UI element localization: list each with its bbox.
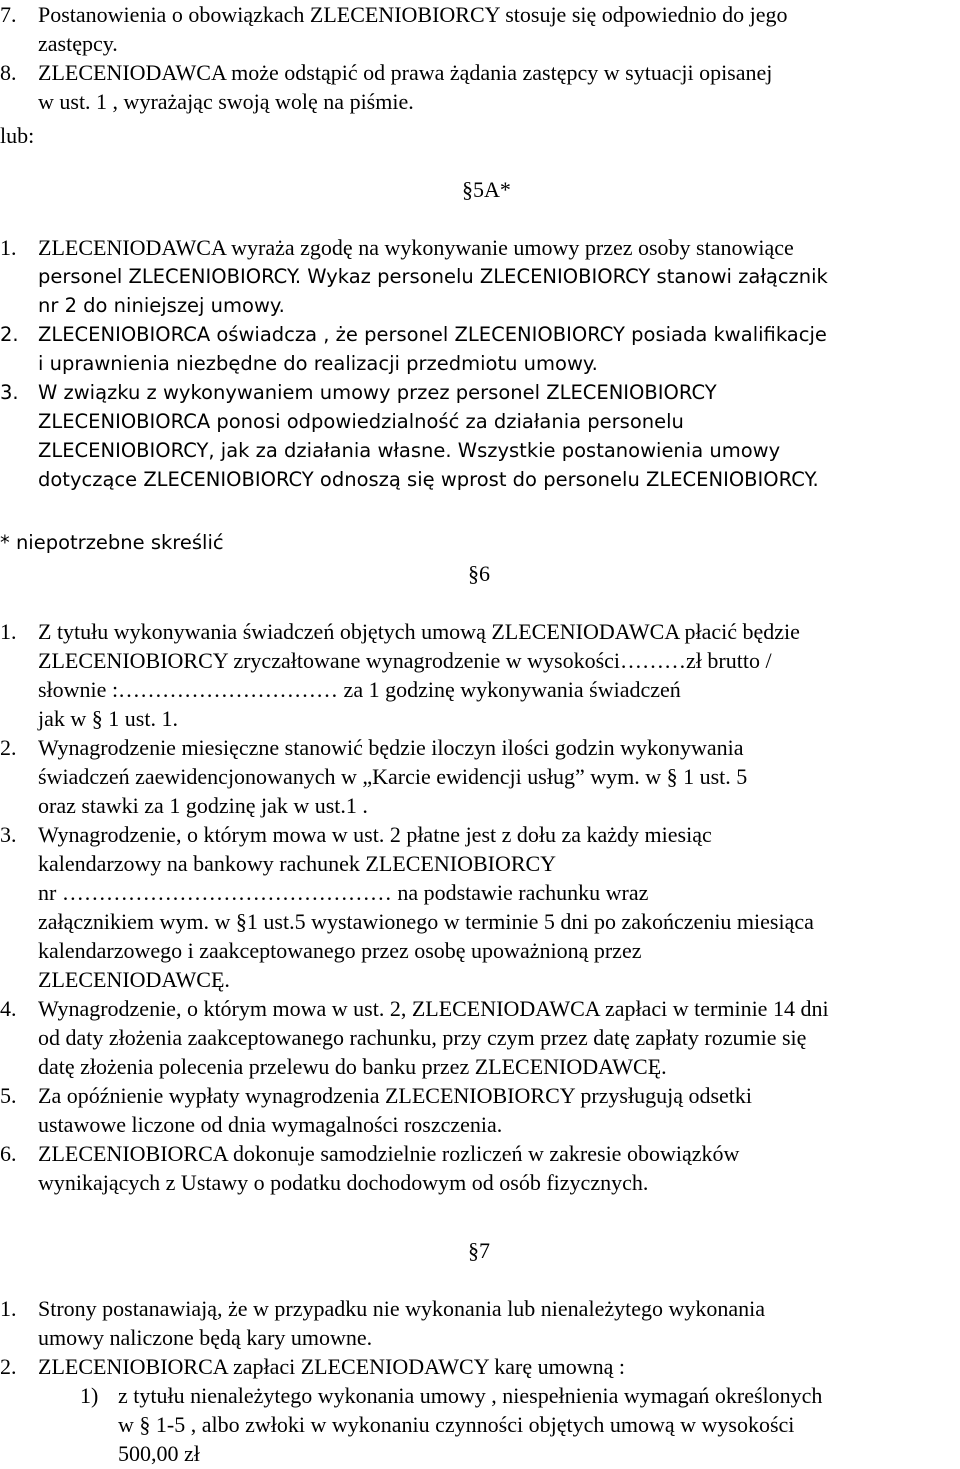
list-line: umowy naliczone będą kary umowne. <box>38 1325 373 1350</box>
list-line: świadczeń zaewidencjonowanych w „Karcie ewidencji usług” wym. w § 1 ust. 5 <box>38 764 748 789</box>
list-line: Wynagrodzenie, o którym mowa w ust. 2, ZLECENIODAWCA zapłaci w terminie 14 dni <box>38 996 829 1021</box>
list-number: 1. <box>0 619 17 644</box>
list-item-7-2 <box>0 1352 958 1381</box>
list-item-7-1 <box>0 1294 958 1352</box>
list-number: 1. <box>0 235 17 260</box>
list-line: w § 1-5 , albo zwłoki w wykonaniu czynności objętych umową w wysokości <box>118 1412 795 1437</box>
section-6-list <box>0 617 958 1197</box>
section-7-heading: §7 <box>468 1238 490 1263</box>
list-number: 2. <box>0 323 19 346</box>
list-item-5a-2 <box>0 320 958 378</box>
list-line: ustawowe liczone od dnia wymagalności roszczenia. <box>38 1112 503 1137</box>
list-line: wynikających z Ustawy o podatku dochodowym od osób fizycznych. <box>38 1170 649 1195</box>
list-item-6-4 <box>0 994 958 1081</box>
list-line: nr 2 do niniejszej umowy. <box>38 294 285 317</box>
list-line: od daty złożenia zaakceptowanego rachunku, przy czym przez datę zapłaty rozumie się <box>38 1025 807 1050</box>
list-line: Z tytułu wykonywania świadczeń objętych umową ZLECENIODAWCA płacić będzie <box>38 619 800 644</box>
list-line: kalendarzowego i zaakceptowanego przez osobę upoważnioną przez <box>38 938 642 963</box>
lub-label: lub: <box>0 123 35 148</box>
list-line: ZLECENIODAWCA może odstąpić od prawa żądania zastępcy w sytuacji opisanej <box>38 60 773 85</box>
list-line: ZLECENIOBIORCA zapłaci ZLECENIODAWCY karę umowną : <box>38 1354 626 1379</box>
section-5a-list <box>0 233 958 494</box>
list-line: ZLECENIOBIORCY zryczałtowane wynagrodzenie w wysokości………zł brutto / <box>38 648 772 673</box>
list-number: 8. <box>0 60 17 85</box>
list-item-6-1 <box>0 617 958 733</box>
list-number: 1. <box>0 1296 17 1321</box>
list-line: słownie :………………………… za 1 godzinę wykonywania świadczeń <box>38 677 681 702</box>
list-line: Wynagrodzenie miesięczne stanowić będzie iloczyn ilości godzin wykonywania <box>38 735 744 760</box>
sub-list-number: 1) <box>80 1383 99 1408</box>
list-line: ZLECENIOBIORCA oświadcza , że personel ZLECENIOBIORCY posiada kwalifikacje <box>38 323 827 346</box>
list-line: Wynagrodzenie, o którym mowa w ust. 2 płatne jest z dołu za każdy miesiąc <box>38 822 712 847</box>
list-line: dotyczące ZLECENIOBIORCY odnoszą się wprost do personelu ZLECENIOBIORCY. <box>38 468 819 491</box>
section-5a-heading: §5A* <box>462 177 511 202</box>
list-line: z tytułu nienależytego wykonania umowy , niespełnienia wymagań określonych <box>118 1383 823 1408</box>
list-number: 6. <box>0 1141 17 1166</box>
list-number: 3. <box>0 381 19 404</box>
list-number: 2. <box>0 735 17 760</box>
list-line: Postanowienia o obowiązkach ZLECENIOBIORCY stosuje się odpowiednio do jego <box>38 2 788 27</box>
list-item-5a-1 <box>0 233 958 320</box>
list-line: oraz stawki za 1 godzinę jak w ust.1 . <box>38 793 368 818</box>
list-number: 5. <box>0 1083 17 1108</box>
list-line: w ust. 1 , wyrażając swoją wolę na piśmie. <box>38 89 414 114</box>
list-line: nr ……………………………………… na podstawie rachunku wraz <box>38 880 649 905</box>
sub-item-7-2-1 <box>0 1381 958 1468</box>
list-line: jak w § 1 ust. 1. <box>38 706 178 731</box>
list-line: 500,00 zł <box>118 1441 200 1466</box>
list-number: 4. <box>0 996 17 1021</box>
section-6-heading: §6 <box>468 561 490 586</box>
list-item-6-6 <box>0 1139 958 1197</box>
list-line: ZLECENIOBIORCA dokonuje samodzielnie rozliczeń w zakresie obowiązków <box>38 1141 740 1166</box>
list-item-a-7 <box>0 0 958 58</box>
list-line: Za opóźnienie wypłaty wynagrodzenia ZLECENIOBIORCY przysługują odsetki <box>38 1083 753 1108</box>
list-line: załącznikiem wym. w §1 ust.5 wystawionego w terminie 5 dni po zakończeniu miesiąca <box>38 909 814 934</box>
list-line: i uprawnienia niezbędne do realizacji przedmiotu umowy. <box>38 352 598 375</box>
list-line: ZLECENIODAWCA wyraża zgodę na wykonywanie umowy przez osoby stanowiące <box>38 235 794 260</box>
list-item-6-5 <box>0 1081 958 1139</box>
list-block-a <box>0 0 958 116</box>
list-number: 3. <box>0 822 17 847</box>
list-item-6-3 <box>0 820 958 994</box>
list-line: datę złożenia polecenia przelewu do banku przez ZLECENIODAWCĘ. <box>38 1054 667 1079</box>
footnote: * niepotrzebne skreślić <box>0 531 224 554</box>
list-item-a-8 <box>0 58 958 116</box>
list-line: personel ZLECENIOBIORCY. Wykaz personelu ZLECENIOBIORCY stanowi załącznik <box>38 265 828 288</box>
list-line: ZLECENIODAWCĘ. <box>38 967 230 992</box>
list-line: ZLECENIOBIORCA ponosi odpowiedzialność za działania personelu <box>38 410 684 433</box>
list-line: zastępcy. <box>38 31 118 56</box>
list-line: kalendarzowy na bankowy rachunek ZLECENIOBIORCY <box>38 851 557 876</box>
list-line: Strony postanawiają, że w przypadku nie wykonania lub nienależytego wykonania <box>38 1296 765 1321</box>
list-item-5a-3 <box>0 378 958 494</box>
section-7-list <box>0 1294 958 1468</box>
list-number: 2. <box>0 1354 17 1379</box>
list-line: W związku z wykonywaniem umowy przez personel ZLECENIOBIORCY <box>38 381 717 404</box>
list-item-6-2 <box>0 733 958 820</box>
list-line: ZLECENIOBIORCY, jak za działania własne. Wszystkie postanowienia umowy <box>38 439 781 462</box>
list-number: 7. <box>0 2 17 27</box>
